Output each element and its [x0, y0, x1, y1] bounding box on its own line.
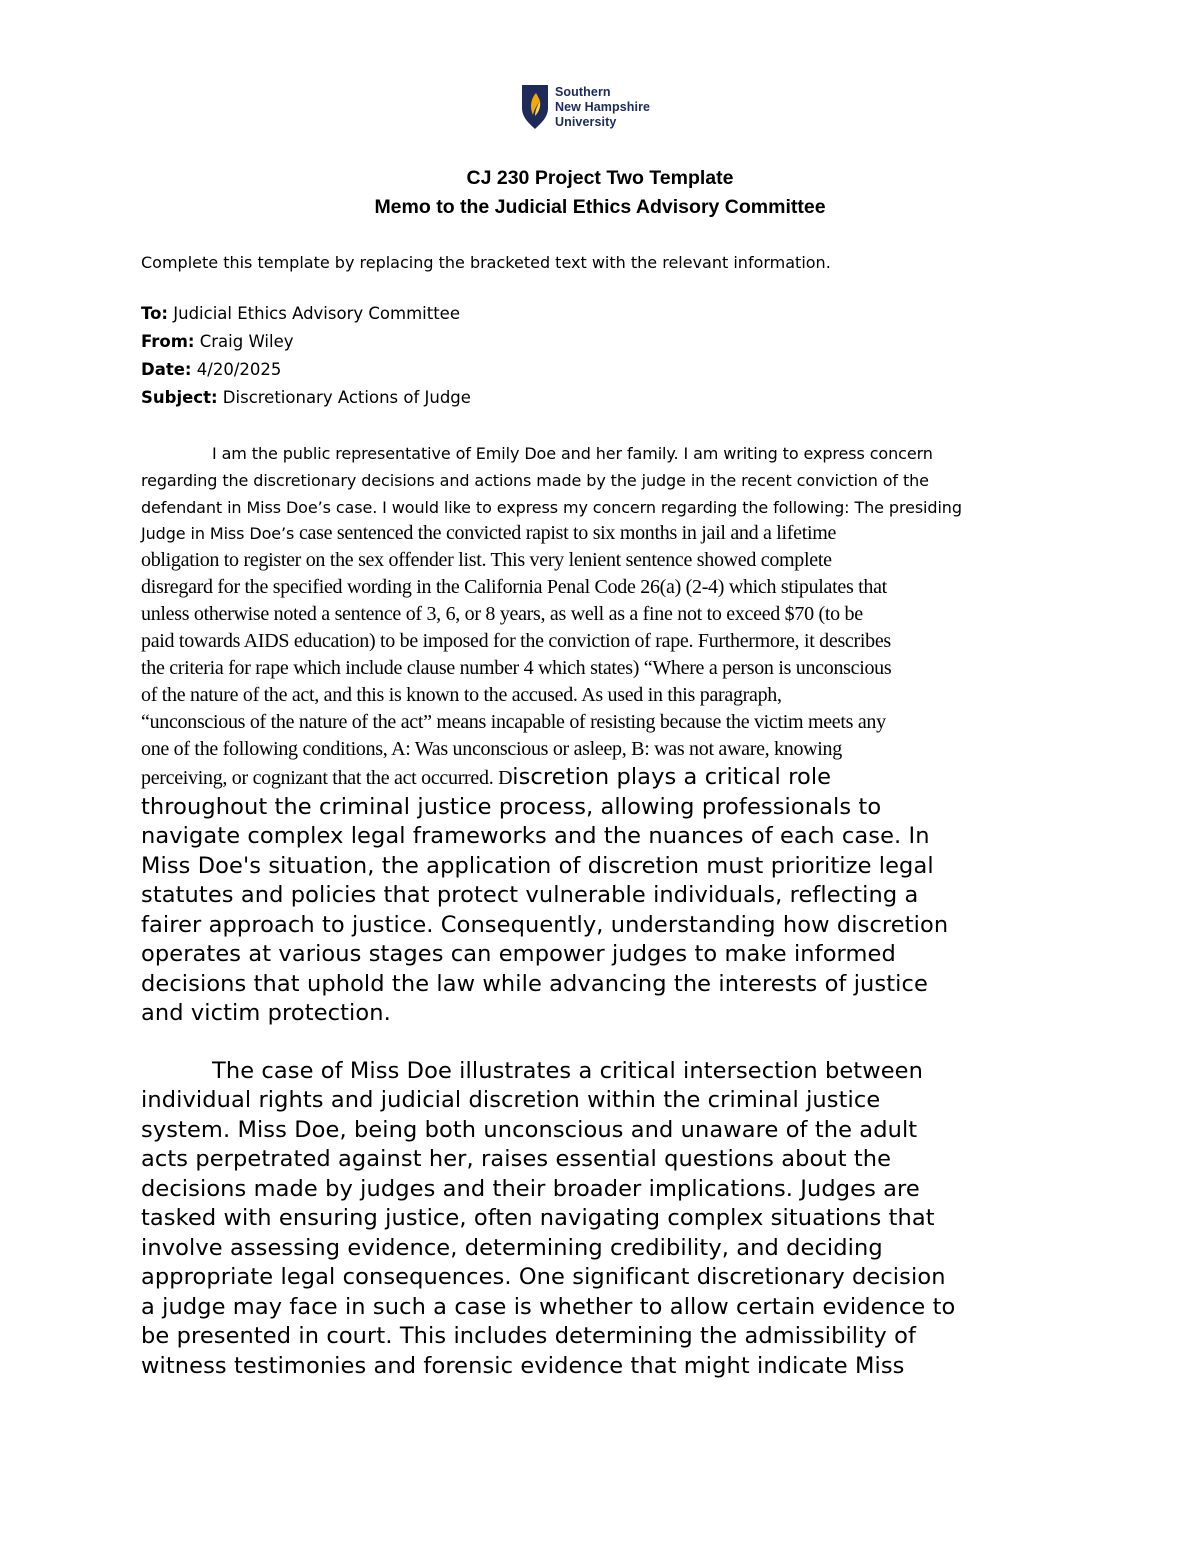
paragraph-line: system. Miss Doe, being both unconscious and unaware of the adult [141, 1117, 918, 1143]
paragraph-line: operates at various stages can empower judges to make informed [141, 941, 896, 967]
paragraph-line: disregard for the specified wording in the California Penal Code 26(a) (2-4) which stipulates that [141, 576, 887, 598]
paragraph-line: obligation to register on the sex offender list. This very lenient sentence showed complete [141, 549, 832, 571]
paragraph-line: unless otherwise noted a sentence of 3, 6, or 8 years, as well as a fine not to exceed $70 (to be [141, 603, 863, 625]
paragraph-line: decisions that uphold the law while advancing the interests of justice [141, 971, 928, 997]
paragraph-line: perceiving, or cognizant that the act occurred. Discretion plays a critical role [141, 764, 832, 790]
paragraph-line: the criteria for rape which include clause number 4 which states) “Where a person is unconscious [141, 657, 892, 679]
paragraph-line: a judge may face in such a case is whether to allow certain evidence to [141, 1294, 956, 1320]
paragraph-line: “unconscious of the nature of the act” means incapable of resisting because the victim meets any [141, 711, 886, 733]
paragraph-line: witness testimonies and forensic evidence that might indicate Miss [141, 1353, 905, 1379]
paragraph-line: I am the public representative of Emily Doe and her family. I am writing to express concern [212, 444, 933, 463]
paragraph-line: involve assessing evidence, determining credibility, and deciding [141, 1235, 883, 1261]
document-title: CJ 230 Project Two Template [466, 167, 734, 189]
paragraph-line: paid towards AIDS education) to be imposed for the conviction of rape. Furthermore, it describes [141, 630, 891, 652]
paragraph-line: Judge in Miss Doe’s case sentenced the convicted rapist to six months in jail and a lifetime [141, 522, 837, 544]
paragraph-line: individual rights and judicial discretion within the criminal justice [141, 1087, 881, 1113]
paragraph-line: acts perpetrated against her, raises essential questions about the [141, 1146, 892, 1172]
paragraph-line: regarding the discretionary decisions and actions made by the judge in the recent conviction of the [141, 471, 929, 490]
memo-date: Date: 4/20/2025 [141, 360, 282, 379]
paragraph-line: statutes and policies that protect vulnerable individuals, reflecting a [141, 882, 919, 908]
paragraph-line: fairer approach to justice. Consequently, understanding how discretion [141, 912, 949, 938]
paragraph-line: appropriate legal consequences. One significant discretionary decision [141, 1264, 946, 1290]
paragraph-line: be presented in court. This includes determining the admissibility of [141, 1323, 916, 1349]
paragraph-line: one of the following conditions, A: Was unconscious or asleep, B: was not aware, knowing [141, 738, 842, 760]
memo-from: From: Craig Wiley [141, 332, 294, 351]
paragraph-line: of the nature of the act, and this is known to the accused. As used in this paragraph, [141, 684, 782, 706]
paragraph-line: tasked with ensuring justice, often navigating complex situations that [141, 1205, 935, 1231]
paragraph-line: and victim protection. [141, 1000, 391, 1026]
paragraph-line: defendant in Miss Doe’s case. I would like to express my concern regarding the following: The presiding [141, 498, 962, 517]
memo-subject: Subject: Discretionary Actions of Judge [141, 388, 471, 407]
paragraph-line: The case of Miss Doe illustrates a critical intersection between [212, 1058, 923, 1084]
paragraph-line: navigate complex legal frameworks and the nuances of each case. In [141, 823, 930, 849]
university-logo [521, 84, 701, 134]
paragraph-line: throughout the criminal justice process, allowing professionals to [141, 794, 882, 820]
paragraph-line: Miss Doe's situation, the application of discretion must prioritize legal [141, 853, 934, 879]
logo-wordmark: Southern New Hampshire University [555, 85, 651, 129]
instructions-text: Complete this template by replacing the bracketed text with the relevant information. [141, 253, 831, 272]
memo-to: To: Judicial Ethics Advisory Committee [141, 304, 460, 323]
document-subtitle: Memo to the Judicial Ethics Advisory Committee [374, 196, 826, 218]
paragraph-line: decisions made by judges and their broader implications. Judges are [141, 1176, 920, 1202]
shield-icon [521, 84, 549, 130]
